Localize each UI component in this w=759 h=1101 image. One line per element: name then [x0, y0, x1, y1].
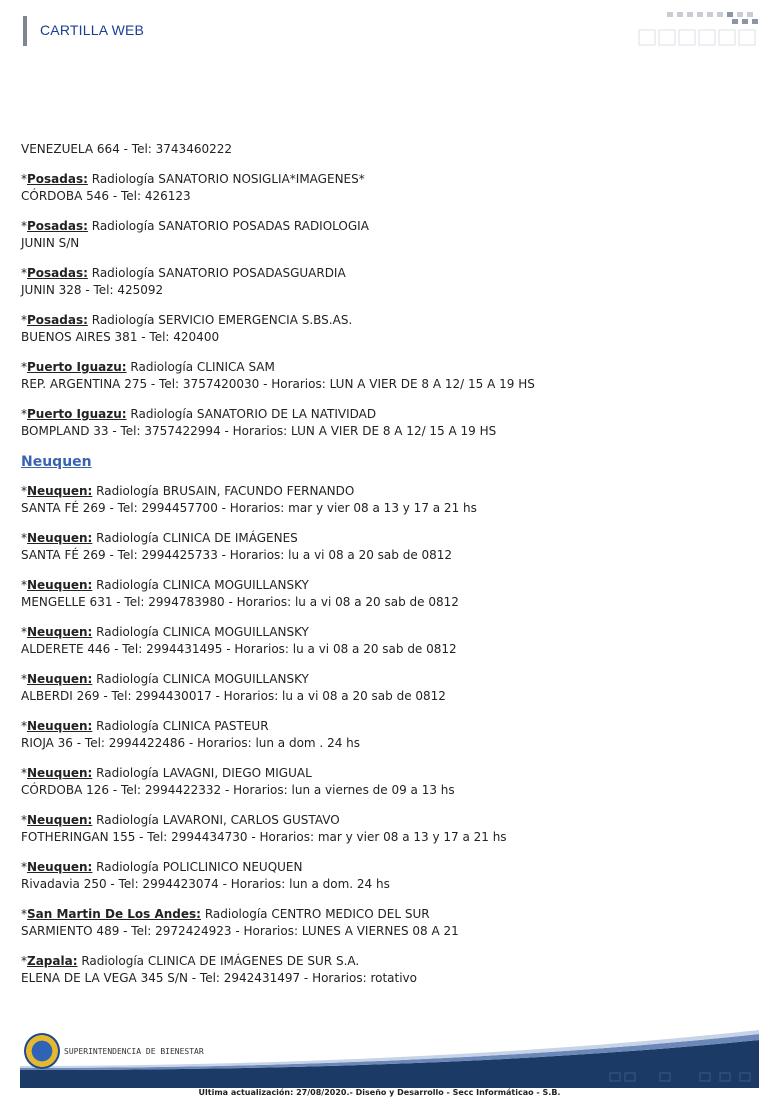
provider-details: FOTHERINGAN 155 - Tel: 2994434730 - Horarios: mar y vier 08 a 13 y 17 a 21 hs: [21, 830, 507, 844]
provider-name: Radiología CLINICA PASTEUR: [96, 719, 269, 733]
provider-city: Posadas:: [27, 266, 88, 280]
provider-line: *Neuquen: Radiología CLINICA MOGUILLANSKY: [21, 672, 309, 686]
provider-name: Radiología SANATORIO DE LA NATIVIDAD: [130, 407, 377, 421]
provider-entry: [21, 406, 736, 440]
provider-name: Radiología LAVAGNI, DIEGO MIGUAL: [96, 766, 312, 780]
footer-wave-graphic: [20, 1028, 759, 1088]
provider-name: Radiología CENTRO MEDICO DEL SUR: [204, 907, 430, 921]
provider-entry: [21, 312, 736, 346]
provider-city: Neuquen:: [27, 860, 93, 874]
provider-name: Radiología LAVARONI, CARLOS GUSTAVO: [96, 813, 340, 827]
provider-city: Posadas:: [27, 219, 88, 233]
provider-line: *Neuquen: Radiología POLICLINICO NEUQUEN: [21, 860, 303, 874]
page-title: CARTILLA WEB: [40, 22, 145, 38]
provider-entry: [21, 671, 736, 705]
provider-entry: [21, 812, 736, 846]
organization-seal-icon: [24, 1033, 60, 1069]
provider-entry: [21, 624, 736, 658]
section-heading-neuquen: Neuquen: [21, 454, 92, 470]
provider-details: JUNIN S/N: [21, 236, 80, 250]
provider-line: *Neuquen: Radiología LAVARONI, CARLOS GUSTAVO: [21, 813, 340, 827]
provider-line: *Neuquen: Radiología CLINICA MOGUILLANSKY: [21, 625, 309, 639]
provider-details: REP. ARGENTINA 275 - Tel: 3757420030 - Horarios: LUN A VIER DE 8 A 12/ 15 A 19 HS: [21, 377, 535, 391]
provider-city: Puerto Iguazu:: [27, 360, 127, 374]
provider-city: Neuquen:: [27, 578, 93, 592]
footer-update-note: Ultima actualización: 27/08/2020.- Diseño y Desarrollo - Secc Informáticao - S.B.: [198, 1088, 561, 1097]
provider-city: Puerto Iguazu:: [27, 407, 127, 421]
provider-entry: [21, 765, 736, 799]
provider-details: CÓRDOBA 546 - Tel: 426123: [21, 189, 191, 203]
provider-name: Radiología CLINICA MOGUILLANSKY: [96, 578, 309, 592]
provider-list-neuquen: [21, 483, 736, 987]
page-header: [0, 0, 759, 60]
provider-line: *Neuquen: Radiología CLINICA DE IMÁGENES: [21, 531, 298, 545]
provider-city: Neuquen:: [27, 531, 93, 545]
provider-name: Radiología SANATORIO POSADAS RADIOLOGIA: [91, 219, 369, 233]
provider-entry: [21, 859, 736, 893]
provider-line: *Neuquen: Radiología CLINICA PASTEUR: [21, 719, 269, 733]
provider-details: Rivadavia 250 - Tel: 2994423074 - Horarios: lun a dom. 24 hs: [21, 877, 390, 891]
provider-details: BOMPLAND 33 - Tel: 3757422994 - Horarios: LUN A VIER DE 8 A 12/ 15 A 19 HS: [21, 424, 497, 438]
provider-line: *Posadas: Radiología SANATORIO POSADAS RADIOLOGIA: [21, 219, 369, 233]
provider-name: Radiología BRUSAIN, FACUNDO FERNANDO: [96, 484, 355, 498]
provider-city: Neuquen:: [27, 672, 93, 686]
provider-city: Neuquen:: [27, 625, 93, 639]
header-decoration: [637, 12, 759, 48]
provider-details: MENGELLE 631 - Tel: 2994783980 - Horarios: lu a vi 08 a 20 sab de 0812: [21, 595, 459, 609]
provider-line: *Neuquen: Radiología LAVAGNI, DIEGO MIGUAL: [21, 766, 312, 780]
provider-line: *Neuquen: Radiología BRUSAIN, FACUNDO FERNANDO: [21, 484, 355, 498]
provider-line: *Puerto Iguazu: Radiología CLINICA SAM: [21, 360, 275, 374]
provider-entry: [21, 171, 736, 205]
provider-entry: [21, 577, 736, 611]
provider-details: BUENOS AIRES 381 - Tel: 420400: [21, 330, 220, 344]
provider-line: *San Martin De Los Andes: Radiología CENTRO MEDICO DEL SUR: [21, 907, 430, 921]
page-footer: [0, 1028, 759, 1101]
provider-city: Neuquen:: [27, 813, 93, 827]
provider-entry: [21, 218, 736, 252]
provider-line: *Zapala: Radiología CLINICA DE IMÁGENES DE SUR S.A.: [21, 954, 360, 968]
provider-entry: [21, 265, 736, 299]
provider-details: SARMIENTO 489 - Tel: 2972424923 - Horarios: LUNES A VIERNES 08 A 21: [21, 924, 459, 938]
provider-line: *Posadas: Radiología SANATORIO NOSIGLIA*IMAGENES*: [21, 172, 365, 186]
provider-city: Neuquen:: [27, 484, 93, 498]
provider-city: Zapala:: [27, 954, 78, 968]
provider-line: *Posadas: Radiología SANATORIO POSADASGUARDIA: [21, 266, 346, 280]
provider-name: Radiología CLINICA DE IMÁGENES DE SUR S.A.: [81, 954, 360, 968]
directory-content: [21, 141, 736, 1000]
provider-line: *Puerto Iguazu: Radiología SANATORIO DE LA NATIVIDAD: [21, 407, 377, 421]
provider-details: ELENA DE LA VEGA 345 S/N - Tel: 2942431497 - Horarios: rotativo: [21, 971, 417, 985]
provider-name: Radiología SERVICIO EMERGENCIA S.BS.AS.: [91, 313, 353, 327]
continued-address: VENEZUELA 664 - Tel: 3743460222: [21, 142, 232, 156]
provider-name: Radiología CLINICA MOGUILLANSKY: [96, 625, 309, 639]
provider-name: Radiología SANATORIO POSADASGUARDIA: [91, 266, 346, 280]
provider-details: SANTA FÉ 269 - Tel: 2994425733 - Horarios: lu a vi 08 a 20 sab de 0812: [21, 548, 453, 562]
provider-details: ALBERDI 269 - Tel: 2994430017 - Horarios: lu a vi 08 a 20 sab de 0812: [21, 689, 446, 703]
provider-entry: [21, 359, 736, 393]
provider-name: Radiología SANATORIO NOSIGLIA*IMAGENES*: [91, 172, 365, 186]
provider-city: Posadas:: [27, 172, 88, 186]
provider-city: Neuquen:: [27, 719, 93, 733]
header-accent-bar: [23, 16, 27, 46]
footer-organization: SUPERINTENDENCIA DE BIENESTAR: [64, 1047, 204, 1056]
provider-list-misiones: [21, 171, 736, 440]
provider-name: Radiología CLINICA MOGUILLANSKY: [96, 672, 309, 686]
provider-name: Radiología POLICLINICO NEUQUEN: [96, 860, 303, 874]
provider-city: Neuquen:: [27, 766, 93, 780]
provider-city: San Martin De Los Andes:: [27, 907, 201, 921]
provider-details: SANTA FÉ 269 - Tel: 2994457700 - Horarios: mar y vier 08 a 13 y 17 a 21 hs: [21, 501, 477, 515]
provider-entry: [21, 953, 736, 987]
provider-name: Radiología CLINICA DE IMÁGENES: [96, 531, 298, 545]
provider-details: CÓRDOBA 126 - Tel: 2994422332 - Horarios: lun a viernes de 09 a 13 hs: [21, 783, 455, 797]
provider-line: *Posadas: Radiología SERVICIO EMERGENCIA S.BS.AS.: [21, 313, 353, 327]
provider-line: *Neuquen: Radiología CLINICA MOGUILLANSKY: [21, 578, 309, 592]
provider-entry: [21, 906, 736, 940]
provider-name: Radiología CLINICA SAM: [130, 360, 275, 374]
provider-details: JUNIN 328 - Tel: 425092: [21, 283, 164, 297]
provider-city: Posadas:: [27, 313, 88, 327]
provider-entry: [21, 483, 736, 517]
provider-entry: [21, 718, 736, 752]
provider-details: RIOJA 36 - Tel: 2994422486 - Horarios: lun a dom . 24 hs: [21, 736, 361, 750]
provider-entry: [21, 530, 736, 564]
provider-details: ALDERETE 446 - Tel: 2994431495 - Horarios: lu a vi 08 a 20 sab de 0812: [21, 642, 457, 656]
